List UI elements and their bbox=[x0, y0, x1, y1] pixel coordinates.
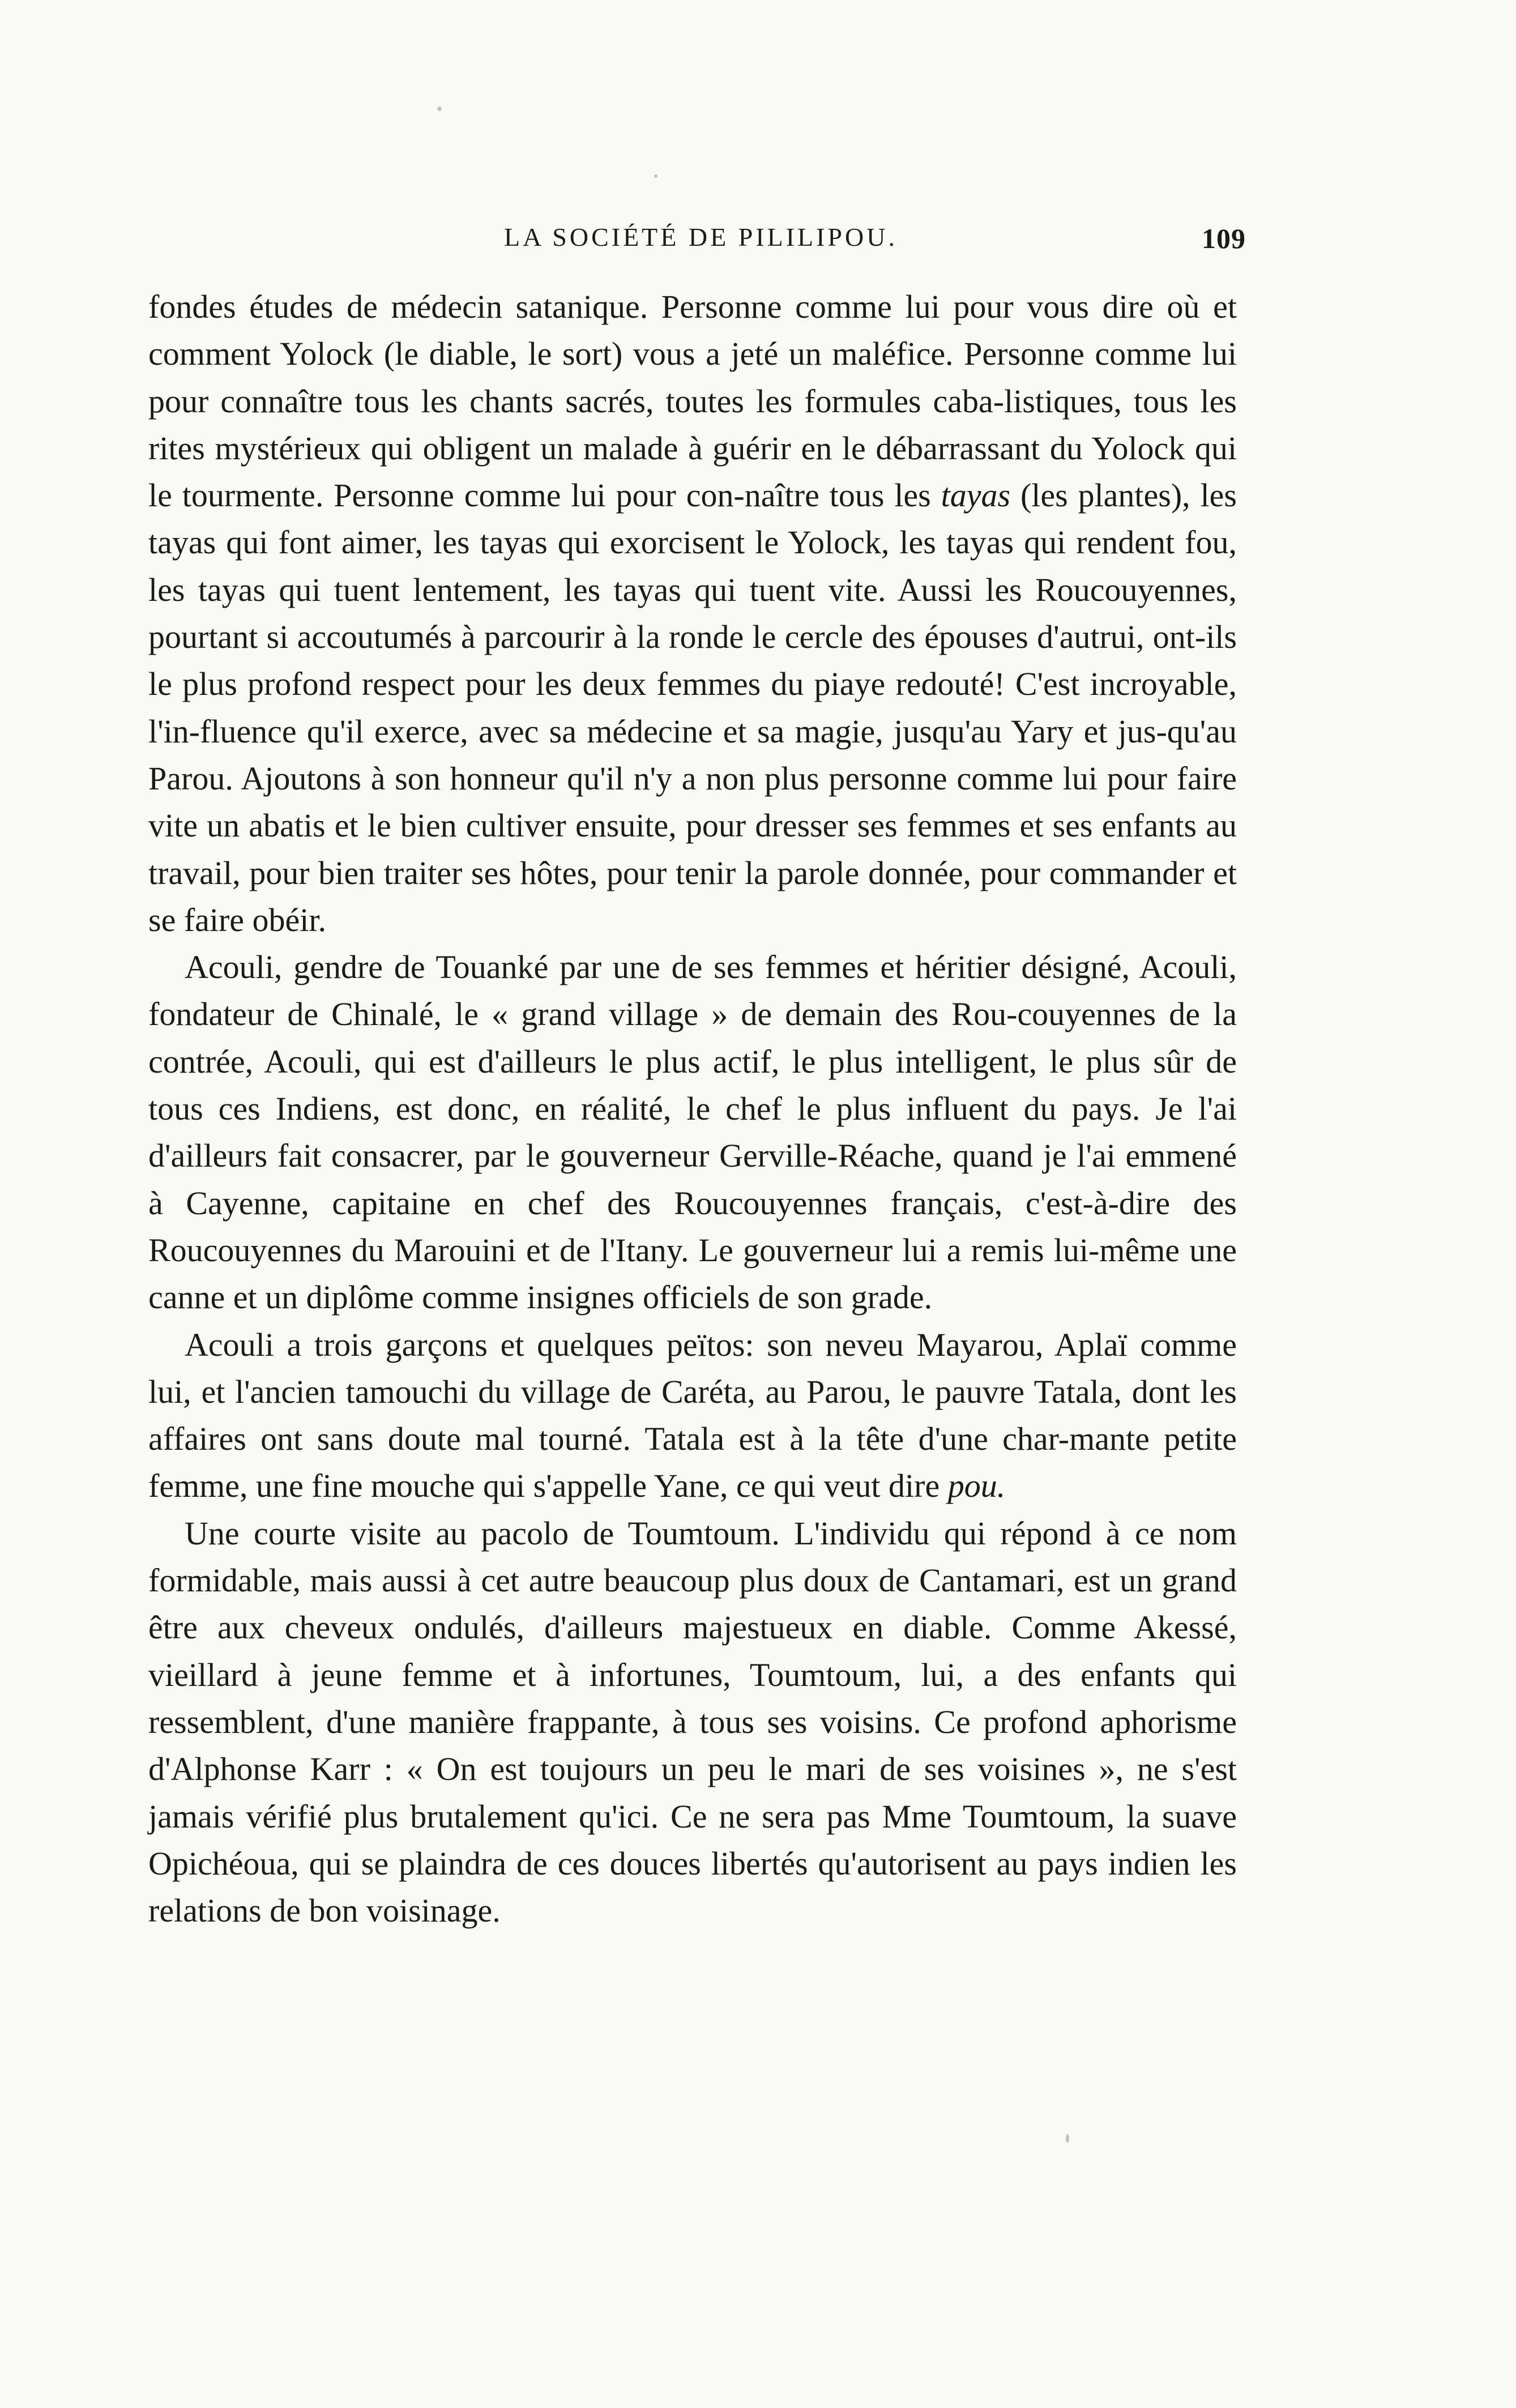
page-number: 109 bbox=[1202, 223, 1246, 254]
paper-speck bbox=[1066, 2134, 1069, 2143]
paragraph-italic-word: tayas bbox=[941, 477, 1011, 514]
paragraph-4 bbox=[148, 1510, 1237, 1935]
paragraph-text-continued: (les plantes), les tayas qui font aimer, les tayas qui exorcisent le Yolock, les tayas qui rendent fou, les tayas qui tuent lentement, les tayas qui tuent vite. Aussi les Roucouyennes, pourtant si accoutumés à parcourir à la ronde le cercle des épouses d'autrui, ont-ils le plus profond respect pour les deux femmes du piaye redouté! C'est incroyable, l'in-fluence qu'il exerce, avec sa médecine et sa magie, jusqu'au Yary et jus-qu'au Parou. Ajoutons à son honneur qu'il n'y a non plus personne comme lui pour faire vite un abatis et le bien cultiver ensuite, pour dresser ses femmes et ses enfants au travail, pour bien traiter ses hôtes, pour tenir la parole donnée, pour commander et se faire obéir. bbox=[148, 477, 1237, 938]
running-title: LA SOCIÉTÉ DE PILILIPOU. bbox=[504, 223, 898, 251]
paper-speck bbox=[654, 174, 657, 178]
paragraph-text: Une courte visite au pacolo de Toumtoum. L'individu qui répond à ce nom formidable, mais aussi à cet autre beaucoup plus doux de Cantamari, est un grand être aux cheveux ondulés, d'ailleurs majestueux en diable. Comme Akessé, vieillard à jeune femme et à infortunes, Toumtoum, lui, a des enfants qui ressemblent, d'une manière frappante, à tous ses voisins. Ce profond aphorisme d'Alphonse Karr : « On est toujours un peu le mari de ses voisines », ne s'est jamais vérifié plus brutalement qu'ici. Ce ne sera pas Mme Toumtoum, la suave Opichéoua, qui se plaindra de ces douces libertés qu'autorisent au pays indien les relations de bon voisinage. bbox=[148, 1514, 1237, 1929]
running-head bbox=[142, 222, 1246, 262]
paragraph-italic-word: pou. bbox=[947, 1467, 1006, 1505]
paragraph-text: Acouli a trois garçons et quelques peïtos: son neveu Mayarou, Aplaï comme lui, et l'ancien tamouchi du village de Caréta, au Parou, le pauvre Tatala, dont les affaires ont sans doute mal tourné. Tatala est à la tête d'une char-mante petite femme, une fine mouche qui s'appelle Yane, ce qui veut dire bbox=[148, 1326, 1237, 1505]
paragraph-1 bbox=[148, 283, 1237, 943]
body-text bbox=[148, 283, 1237, 1934]
paragraph-2 bbox=[148, 943, 1237, 1321]
paragraph-text: fondes études de médecin satanique. Personne comme lui pour vous dire où et comment Yolock (le diable, le sort) vous a jeté un maléfice. Personne comme lui pour connaître tous les chants sacrés, toutes les formules caba-listiques, tous les rites mystérieux qui obligent un malade à guérir en le débarrassant du Yolock qui le tourmente. Personne comme lui pour con-naître tous les bbox=[148, 288, 1237, 514]
paragraph-3 bbox=[148, 1321, 1237, 1510]
paragraph-text: Acouli, gendre de Touanké par une de ses femmes et héritier désigné, Acouli, fondateur de Chinalé, le « grand village » de demain des Rou-couyennes de la contrée, Acouli, qui est d'ailleurs le plus actif, le plus intelligent, le plus sûr de tous ces Indiens, est donc, en réalité, le chef le plus influent du pays. Je l'ai d'ailleurs fait consacrer, par le gouverneur Gerville-Réache, quand je l'ai emmené à Cayenne, capitaine en chef des Roucouyennes français, c'est-à-dire des Roucouyennes du Marouini et de l'Itany. Le gouverneur lui a remis lui-même une canne et un diplôme comme insignes officiels de son grade. bbox=[148, 949, 1237, 1316]
paper-speck bbox=[437, 106, 442, 111]
